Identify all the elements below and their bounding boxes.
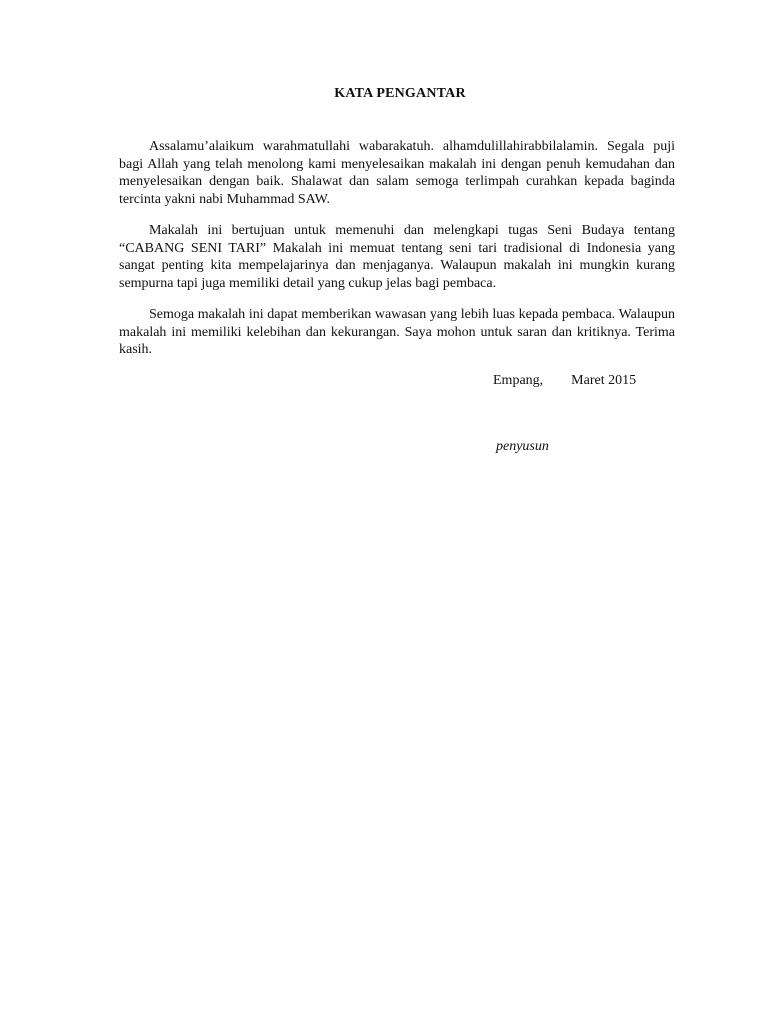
document-title: KATA PENGANTAR: [334, 86, 466, 101]
paragraph-purpose: Makalah ini bertujuan untuk memenuhi dan melengkapi tugas Seni Budaya tentang “CABANG SENI TARI” Makalah ini memuat tentang seni tari tradisional di Indonesia yang sangat penting kita mempelajarinya dan menjaganya. Walaupun makalah ini mungkin kurang sempurna tapi juga memiliki detail yang cukup jelas bagi pembaca.: [119, 223, 675, 291]
signer-name: penyusun: [496, 439, 549, 454]
date-text: Maret 2015: [571, 373, 637, 388]
paragraph-greeting: Assalamu’alaikum warahmatullahi wabarakatuh. alhamdulillahirabbilalamin. Segala puji bagi Allah yang telah menolong kami menyelesaikan makalah ini dengan penuh kemudahan dan menyelesaikan dengan baik. Shalawat dan salam semoga terlimpah curahkan kepada baginda tercinta yakni nabi Muhammad SAW.: [119, 139, 675, 207]
place-date-line: [493, 373, 636, 389]
paragraph-closing: Semoga makalah ini dapat memberikan wawasan yang lebih luas kepada pembaca. Walaupun makalah ini memiliki kelebihan dan kekurangan. Saya mohon untuk saran dan kritiknya. Terima kasih.: [119, 307, 675, 357]
place-text: Empang,: [493, 373, 544, 388]
